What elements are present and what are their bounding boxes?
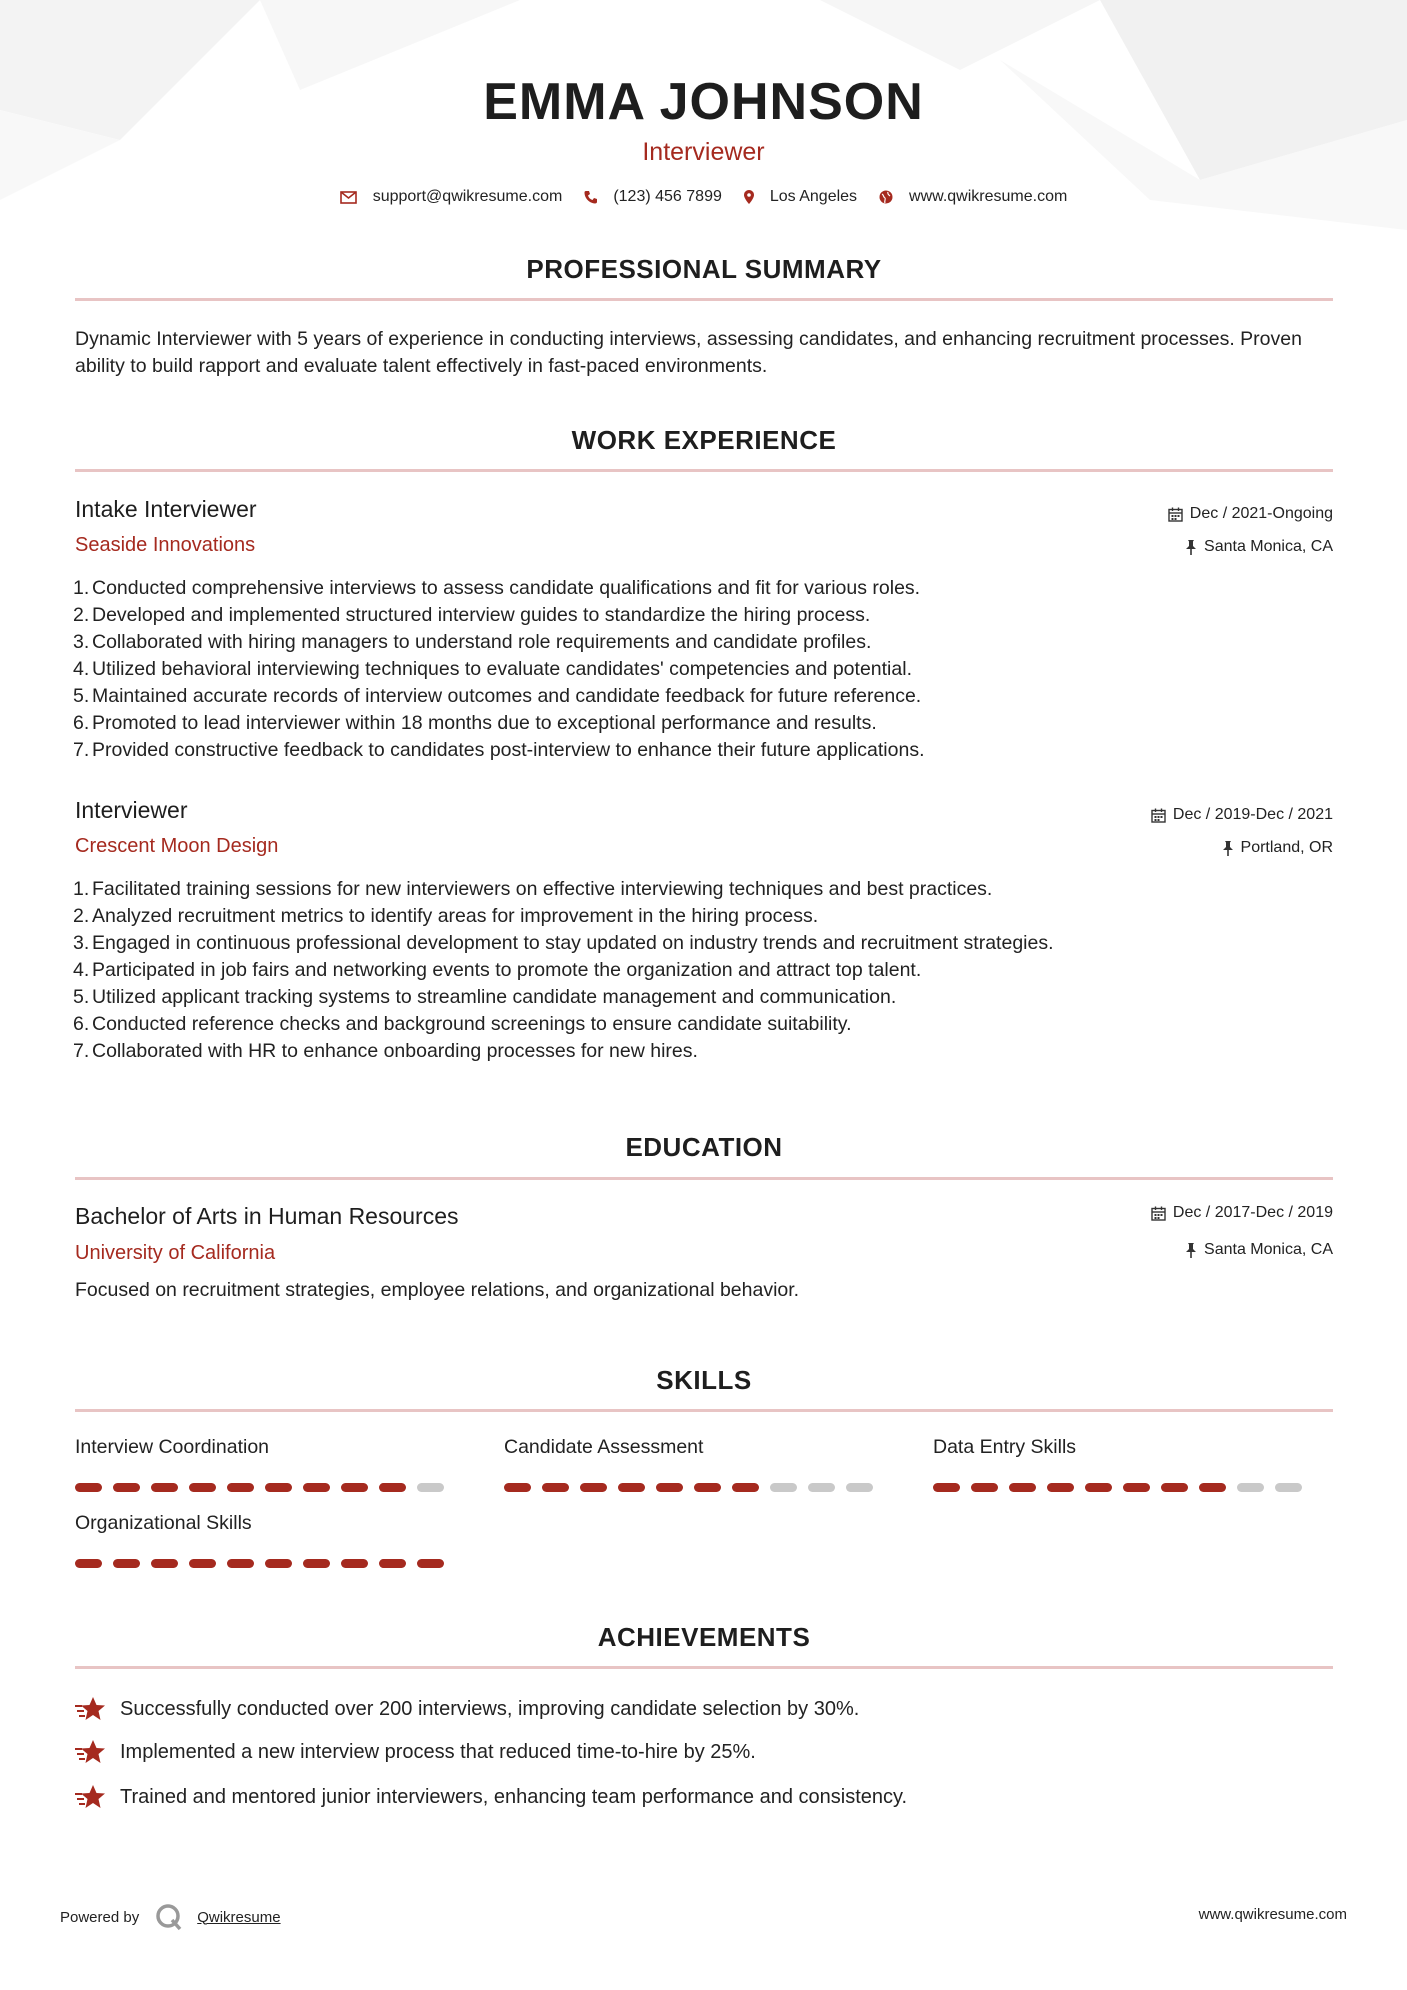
skill-segment-filled bbox=[504, 1483, 531, 1492]
list-item: 5. Maintained accurate records of interview outcomes and candidate feedback for future reference. bbox=[73, 683, 1323, 710]
contact-location-text: Los Angeles bbox=[769, 188, 858, 205]
skill-segment-empty bbox=[1275, 1483, 1302, 1492]
candidate-name: EMMA JOHNSON bbox=[483, 73, 924, 131]
skill-segment-empty bbox=[846, 1483, 873, 1492]
skill-segment-filled bbox=[265, 1483, 292, 1492]
education-dates-text: Dec / 2017-Dec / 2019 bbox=[1172, 1204, 1333, 1221]
education-location bbox=[1185, 1241, 1333, 1259]
skill-segment-filled bbox=[1123, 1483, 1150, 1492]
calendar-icon bbox=[1151, 1206, 1166, 1221]
contact-email-text: support@qwikresume.com bbox=[372, 188, 563, 205]
achievements-heading: ACHIEVEMENTS bbox=[597, 1622, 811, 1652]
list-item-text: Collaborated with HR to enhance onboarding processes for new hires. bbox=[92, 1040, 698, 1062]
contact-email[interactable] bbox=[340, 188, 563, 206]
achievement-item bbox=[75, 1696, 859, 1722]
summary-heading: PROFESSIONAL SUMMARY bbox=[526, 254, 882, 284]
education-divider bbox=[75, 1177, 1333, 1180]
skill-segment-filled bbox=[341, 1483, 368, 1492]
contact-website[interactable] bbox=[879, 188, 1067, 206]
footer-powered-by bbox=[60, 1903, 281, 1931]
qwikresume-logo-icon bbox=[155, 1903, 183, 1931]
list-item-text: Provided constructive feedback to candidates post-interview to enhance their future applications. bbox=[92, 739, 925, 761]
skill-segment-filled bbox=[933, 1483, 960, 1492]
star-badge-icon bbox=[75, 1784, 107, 1810]
skill-segment-filled bbox=[379, 1559, 406, 1568]
job-dates-text: Dec / 2019-Dec / 2021 bbox=[1172, 806, 1333, 823]
achievement-text: Trained and mentored junior interviewers, enhancing team performance and consistency. bbox=[120, 1785, 908, 1808]
list-item-text: Conducted reference checks and background screenings to ensure candidate suitability. bbox=[92, 1013, 852, 1035]
list-item: 6. Promoted to lead interviewer within 18 months due to exceptional performance and results. bbox=[73, 710, 1323, 737]
list-item-text: Utilized applicant tracking systems to streamline candidate management and communication. bbox=[92, 986, 897, 1008]
skill-label: Organizational Skills bbox=[75, 1512, 252, 1534]
skill-segment-filled bbox=[732, 1483, 759, 1492]
contact-bar bbox=[0, 188, 1407, 206]
skill-rating-bar bbox=[933, 1483, 1313, 1493]
achievements-divider bbox=[75, 1666, 1333, 1669]
skill-segment-filled bbox=[113, 1559, 140, 1568]
list-item-text: Collaborated with hiring managers to understand role requirements and candidate profiles. bbox=[92, 631, 872, 653]
skills-heading: SKILLS bbox=[656, 1365, 752, 1395]
job-location bbox=[1185, 538, 1333, 556]
achievement-text: Successfully conducted over 200 interviews, improving candidate selection by 30%. bbox=[120, 1697, 860, 1720]
education-dates bbox=[1151, 1204, 1333, 1222]
job-dates bbox=[1168, 505, 1333, 523]
contact-website-text: www.qwikresume.com bbox=[909, 188, 1068, 205]
skills-divider bbox=[75, 1409, 1333, 1412]
skill-segment-empty bbox=[770, 1483, 797, 1492]
pushpin-icon bbox=[1222, 841, 1234, 856]
skill-segment-filled bbox=[1047, 1483, 1074, 1492]
list-item-text: Participated in job fairs and networking events to promote the organization and attract top talent. bbox=[92, 959, 922, 981]
list-item-text: Analyzed recruitment metrics to identify areas for improvement in the hiring process. bbox=[92, 905, 819, 927]
list-item: 1. Facilitated training sessions for new interviewers on effective interviewing techniques and best practices. bbox=[73, 876, 1323, 903]
candidate-role: Interviewer bbox=[642, 138, 765, 166]
job-company: Crescent Moon Design bbox=[75, 835, 279, 857]
skill-segment-filled bbox=[417, 1559, 444, 1568]
job-location bbox=[1222, 839, 1333, 857]
skill-segment-filled bbox=[1161, 1483, 1188, 1492]
qwikresume-link[interactable]: Qwikresume bbox=[197, 1908, 281, 1926]
experience-divider bbox=[75, 469, 1333, 472]
list-item: 3. Collaborated with hiring managers to understand role requirements and candidate profiles. bbox=[73, 629, 1323, 656]
skill-segment-filled bbox=[971, 1483, 998, 1492]
list-item: 4. Participated in job fairs and networking events to promote the organization and attract top talent. bbox=[73, 957, 1323, 984]
list-item: 7. Collaborated with HR to enhance onboarding processes for new hires. bbox=[73, 1038, 1323, 1065]
list-item: 7. Provided constructive feedback to candidates post-interview to enhance their future applications. bbox=[73, 737, 1323, 764]
job-location-text: Portland, OR bbox=[1240, 839, 1333, 856]
phone-icon bbox=[584, 190, 597, 204]
skill-segment-filled bbox=[1009, 1483, 1036, 1492]
list-item: 5. Utilized applicant tracking systems to streamline candidate management and communication. bbox=[73, 984, 1323, 1011]
skill-label: Interview Coordination bbox=[75, 1436, 270, 1458]
job-location-text: Santa Monica, CA bbox=[1204, 538, 1333, 555]
achievement-text: Implemented a new interview process that reduced time-to-hire by 25%. bbox=[120, 1740, 756, 1763]
resume-header bbox=[0, 72, 1407, 206]
calendar-icon bbox=[1168, 507, 1183, 522]
skill-segment-filled bbox=[341, 1559, 368, 1568]
star-badge-icon bbox=[75, 1696, 107, 1722]
list-item-text: Utilized behavioral interviewing techniques to evaluate candidates' competencies and potential. bbox=[92, 658, 912, 680]
summary-text: Dynamic Interviewer with 5 years of experience in conducting interviews, assessing candidates, and enhancing recruitment processes. Proven ability to build rapport and evaluate talent effectively in fast-paced environments. bbox=[75, 328, 1302, 377]
calendar-icon bbox=[1151, 808, 1166, 823]
list-item-text: Facilitated training sessions for new interviewers on effective interviewing techniques and best practices. bbox=[92, 878, 993, 900]
list-item-text: Maintained accurate records of interview outcomes and candidate feedback for future reference. bbox=[92, 685, 922, 707]
school-name: University of California bbox=[75, 1242, 276, 1264]
job-title: Interviewer bbox=[75, 797, 188, 823]
contact-location bbox=[744, 188, 857, 206]
skill-segment-filled bbox=[75, 1483, 102, 1492]
achievement-item bbox=[75, 1739, 756, 1765]
skill-segment-filled bbox=[1085, 1483, 1112, 1492]
skill-rating-bar bbox=[75, 1559, 455, 1569]
footer-website[interactable]: www.qwikresume.com bbox=[1198, 1906, 1347, 1923]
achievement-item bbox=[75, 1784, 907, 1810]
list-item: 2. Developed and implemented structured interview guides to standardize the hiring process. bbox=[73, 602, 1323, 629]
skill-segment-filled bbox=[1199, 1483, 1226, 1492]
skill-label: Candidate Assessment bbox=[504, 1436, 704, 1458]
skill-rating-bar bbox=[504, 1483, 884, 1493]
list-item-text: Conducted comprehensive interviews to assess candidate qualifications and fit for various roles. bbox=[92, 577, 921, 599]
pushpin-icon bbox=[1185, 540, 1197, 555]
list-item: 3. Engaged in continuous professional development to stay updated on industry trends and recruitment strategies. bbox=[73, 930, 1323, 957]
skill-segment-filled bbox=[265, 1559, 292, 1568]
skill-segment-filled bbox=[303, 1483, 330, 1492]
list-item: 4. Utilized behavioral interviewing techniques to evaluate candidates' competencies and potential. bbox=[73, 656, 1323, 683]
degree-title: Bachelor of Arts in Human Resources bbox=[75, 1203, 459, 1229]
skill-segment-filled bbox=[303, 1559, 330, 1568]
education-location-text: Santa Monica, CA bbox=[1204, 1241, 1333, 1258]
contact-phone-text: (123) 456 7899 bbox=[613, 188, 722, 205]
list-item-text: Promoted to lead interviewer within 18 months due to exceptional performance and results. bbox=[92, 712, 877, 734]
job-responsibilities bbox=[73, 876, 1323, 1065]
job-dates bbox=[1151, 806, 1333, 824]
skill-segment-filled bbox=[189, 1559, 216, 1568]
skill-segment-filled bbox=[151, 1483, 178, 1492]
pushpin-icon bbox=[1185, 1243, 1197, 1258]
skill-segment-filled bbox=[694, 1483, 721, 1492]
list-item: 1. Conducted comprehensive interviews to assess candidate qualifications and fit for various roles. bbox=[73, 575, 1323, 602]
job-dates-text: Dec / 2021-Ongoing bbox=[1189, 505, 1333, 522]
skill-segment-filled bbox=[189, 1483, 216, 1492]
job-company: Seaside Innovations bbox=[75, 534, 256, 556]
list-item: 2. Analyzed recruitment metrics to identify areas for improvement in the hiring process. bbox=[73, 903, 1323, 930]
skill-segment-filled bbox=[656, 1483, 683, 1492]
skill-segment-empty bbox=[417, 1483, 444, 1492]
job-responsibilities bbox=[73, 575, 1323, 764]
skill-segment-empty bbox=[808, 1483, 835, 1492]
contact-phone[interactable] bbox=[584, 188, 722, 206]
skill-segment-filled bbox=[580, 1483, 607, 1492]
skill-segment-filled bbox=[151, 1559, 178, 1568]
skill-segment-empty bbox=[1237, 1483, 1264, 1492]
list-item-text: Developed and implemented structured interview guides to standardize the hiring process. bbox=[92, 604, 871, 626]
list-item: 6. Conducted reference checks and background screenings to ensure candidate suitability. bbox=[73, 1011, 1323, 1038]
skill-rating-bar bbox=[75, 1483, 455, 1493]
powered-by-label: Powered by bbox=[60, 1908, 140, 1926]
job-title: Intake Interviewer bbox=[75, 496, 257, 522]
skill-segment-filled bbox=[618, 1483, 645, 1492]
summary-divider bbox=[75, 298, 1333, 301]
skill-segment-filled bbox=[542, 1483, 569, 1492]
skill-label: Data Entry Skills bbox=[933, 1436, 1077, 1458]
globe-icon bbox=[879, 190, 893, 204]
skill-segment-filled bbox=[75, 1559, 102, 1568]
skill-segment-filled bbox=[113, 1483, 140, 1492]
map-pin-icon bbox=[744, 190, 754, 204]
star-badge-icon bbox=[75, 1739, 107, 1765]
skill-segment-filled bbox=[379, 1483, 406, 1492]
skill-segment-filled bbox=[227, 1483, 254, 1492]
education-description: Focused on recruitment strategies, employee relations, and organizational behavior. bbox=[75, 1279, 800, 1301]
list-item-text: Engaged in continuous professional development to stay updated on industry trends and recruitment strategies. bbox=[92, 932, 1054, 954]
skill-segment-filled bbox=[227, 1559, 254, 1568]
experience-heading: WORK EXPERIENCE bbox=[571, 425, 837, 455]
envelope-icon bbox=[340, 191, 357, 204]
education-heading: EDUCATION bbox=[625, 1132, 783, 1162]
